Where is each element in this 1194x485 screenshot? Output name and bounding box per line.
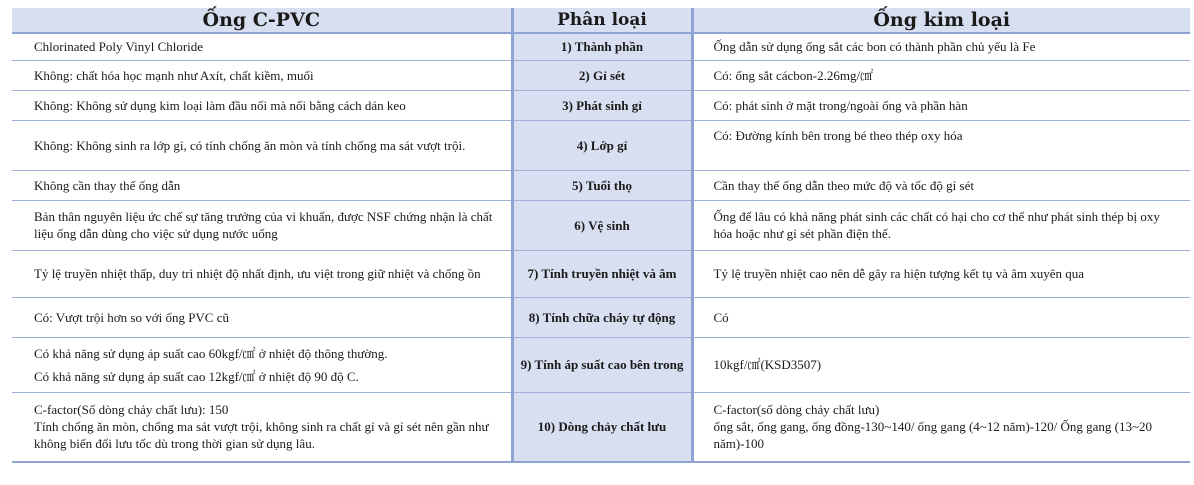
pvc-cell <box>12 337 512 392</box>
table-header-row <box>12 8 1190 33</box>
cell-text: Có: Đường kính bên trong bé theo thép oxy hóa <box>713 127 963 143</box>
category-cell: 4) Lớp gỉ <box>512 120 692 170</box>
cell-text: C-factor(Số dòng chảy chất lưu): 150 <box>34 402 229 418</box>
category-cell: 7) Tính truyền nhiệt và âm <box>512 250 692 297</box>
cell-text: Không: Không sử dụng kim loại làm đầu nối mà nối bằng cách dán keo <box>34 97 406 113</box>
cell-text: Có: Vượt trội hơn so với ống PVC cũ <box>34 309 229 325</box>
cell-text: Có khả năng sử dụng áp suất cao 12kgf/㎠ ở nhiệt độ 90 độ C. <box>34 368 359 384</box>
cell-text: Không: chất hóa học mạnh như Axít, chất kiềm, muối <box>34 67 314 83</box>
category-cell: 5) Tuổi thọ <box>512 170 692 200</box>
metal-cell <box>692 392 1190 462</box>
metal-cell <box>692 250 1190 297</box>
pvc-cell <box>12 120 512 170</box>
table-row <box>12 297 1190 337</box>
header-cpvc: Ống C-PVC <box>12 8 512 33</box>
table-row <box>12 200 1190 250</box>
cell-text: Có <box>713 309 729 325</box>
pvc-cell <box>12 90 512 120</box>
category-cell: 9) Tính áp suất cao bên trong <box>512 337 692 392</box>
metal-cell <box>692 200 1190 250</box>
header-metal: Ống kim loại <box>692 8 1190 33</box>
cell-text: Cần thay thế ống dẫn theo mức độ và tốc độ gỉ sét <box>713 177 974 193</box>
cell-text: Ống để lâu có khả năng phát sinh các chất có hại cho cơ thể như phát sinh thép bị oxy hóa hoặc như gỉ sét phần điện thế. <box>713 209 1160 241</box>
metal-cell <box>692 170 1190 200</box>
cell-text: 10kgf/㎠(KSD3507) <box>713 357 822 372</box>
category-cell: 10) Dòng chảy chất lưu <box>512 392 692 462</box>
table-row <box>12 337 1190 392</box>
table-row <box>12 250 1190 297</box>
cell-text: Ống dẫn sử dụng ống sắt các bon có thành phần chủ yếu là Fe <box>713 39 1036 55</box>
category-cell: 8) Tính chữa cháy tự động <box>512 297 692 337</box>
table-row <box>12 90 1190 120</box>
header-category: Phân loại <box>512 8 692 33</box>
cell-text: Không cần thay thế ống dẫn <box>34 177 181 193</box>
cell-text: Có khả năng sử dụng áp suất cao 60kgf/㎠ ở nhiệt độ thông thường. <box>34 345 388 361</box>
cell-text: Không: Không sinh ra lớp gỉ, có tính chống ăn mòn và tính chống ma sát vượt trội. <box>34 137 466 153</box>
cell-text: Tỷ lệ truyền nhiệt cao nên dễ gây ra hiện tượng kết tụ và âm xuyên qua <box>713 266 1085 281</box>
comparison-table <box>12 8 1190 463</box>
cell-text: Bản thân nguyên liệu ức chế sự tăng trưởng của vi khuẩn, được NSF chứng nhận là chất liệu ống dẫn dùng cho việc sử dụng nước uống <box>34 209 493 241</box>
cell-text: Có: phát sinh ở mặt trong/ngoài ống và phần hàn <box>713 97 968 113</box>
cell-text: ống sắt, ống gang, ống đồng-130~140/ ống gang (4~12 năm)-120/ Ống gang (13~20 năm)-100 <box>713 419 1152 452</box>
category-cell: 3) Phát sinh gỉ <box>512 90 692 120</box>
metal-cell <box>692 337 1190 392</box>
cell-text: Có: ống sắt cácbon-2.26mg/㎠ <box>713 67 874 83</box>
table-row <box>12 392 1190 462</box>
comparison-table-wrapper <box>12 8 1190 463</box>
metal-cell <box>692 120 1190 170</box>
metal-cell <box>692 297 1190 337</box>
category-cell: 6) Vệ sinh <box>512 200 692 250</box>
category-cell: 1) Thành phần <box>512 33 692 60</box>
cell-text: Tỷ lệ truyền nhiệt thấp, duy trì nhiệt độ nhất định, ưu việt trong giữ nhiệt và chống ồn <box>34 266 481 281</box>
cell-text: Tính chống ăn mòn, chống ma sát vượt trội, không sinh ra chất gỉ và gỉ sét nên gần như không biến đổi lưu tốc dù trong thời gian sử dụng lâu. <box>34 419 489 452</box>
pvc-cell <box>12 170 512 200</box>
table-row <box>12 170 1190 200</box>
cell-text: C-factor(số dòng chảy chất lưu) <box>713 402 880 418</box>
pvc-cell <box>12 392 512 462</box>
category-cell: 2) Gỉ sét <box>512 60 692 90</box>
table-row <box>12 60 1190 90</box>
metal-cell <box>692 33 1190 60</box>
metal-cell <box>692 90 1190 120</box>
pvc-cell <box>12 250 512 297</box>
pvc-cell <box>12 60 512 90</box>
table-row <box>12 120 1190 170</box>
pvc-cell <box>12 297 512 337</box>
table-row <box>12 33 1190 60</box>
metal-cell <box>692 60 1190 90</box>
pvc-cell <box>12 200 512 250</box>
pvc-cell <box>12 33 512 60</box>
cell-text: Chlorinated Poly Vinyl Chloride <box>34 39 204 55</box>
